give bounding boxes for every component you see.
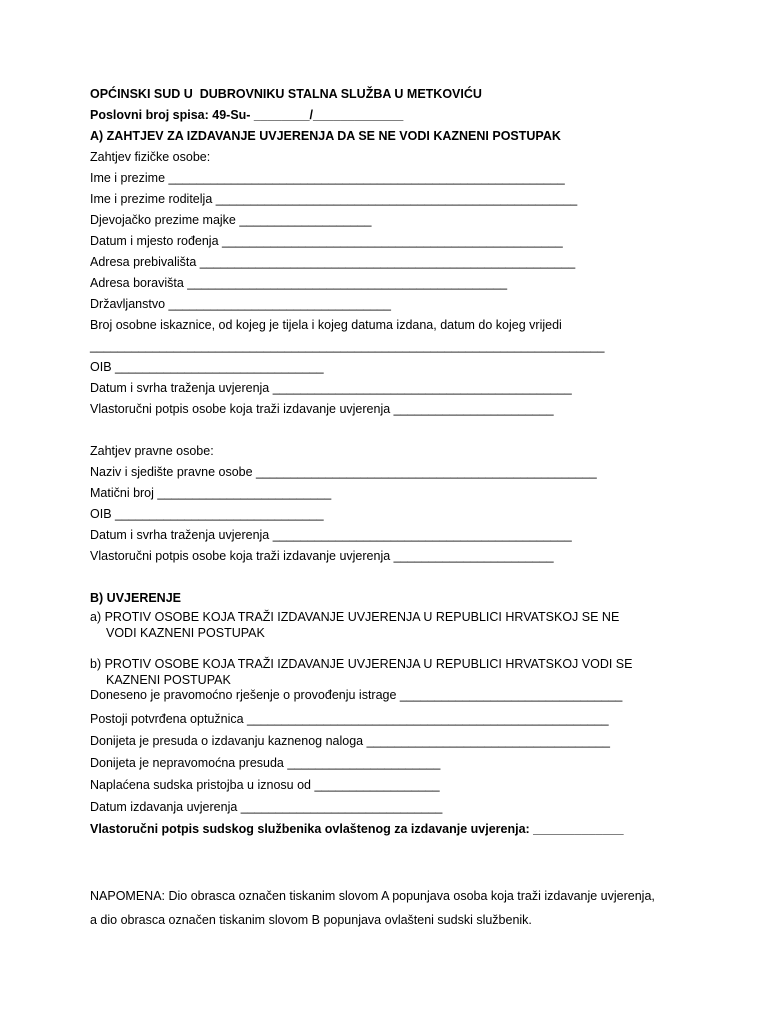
legal-person-heading: Zahtjev pravne osobe: (90, 444, 214, 458)
section-a-title: A) ZAHTJEV ZA IZDAVANJE UVJERENJA DA SE NE VODI KAZNENI POSTUPAK (90, 129, 561, 143)
section-b-title: B) UVJERENJE (90, 591, 181, 605)
option-b-line1: b) PROTIV OSOBE KOJA TRAŽI IZDAVANJE UVJERENJA U REPUBLICI HRVATSKOJ VODI SE (90, 657, 633, 671)
field-legal-oib: OIB ______________________________ (90, 507, 324, 521)
option-a-line1: a) PROTIV OSOBE KOJA TRAŽI IZDAVANJE UVJERENJA U REPUBLICI HRVATSKOJ SE NE (90, 610, 620, 624)
option-b (90, 656, 730, 688)
field-indictment: Postoji potvrđena optužnica ____________________________________________________ (90, 712, 609, 726)
case-number: Poslovni broj spisa: 49-Su- ________/_____________ (90, 108, 404, 122)
field-permanent-address: Adresa prebivališta ______________________________________________________ (90, 255, 576, 269)
field-nonfinal-verdict: Donijeta je nepravomoćna presuda ______________________ (90, 756, 441, 770)
field-registration-number: Matični broj _________________________ (90, 486, 332, 500)
form-document (90, 84, 730, 932)
note-line2: a dio obrasca označen tiskanim slovom B popunjava ovlašteni sudski službenik. (90, 913, 532, 927)
note-line1: NAPOMENA: Dio obrasca označen tiskanim slovom A popunjava osoba koja traži izdavanje uvjerenja, (90, 889, 655, 903)
option-a (90, 609, 730, 641)
field-id-card: Broj osobne iskaznice, od kojeg je tijela i kojeg datuma izdana, datum do kojeg vrijedi (90, 318, 562, 332)
field-legal-date-purpose: Datum i svrha traženja uvjerenja ___________________________________________ (90, 528, 572, 542)
field-date-purpose: Datum i svrha traženja uvjerenja ___________________________________________ (90, 381, 572, 395)
field-name: Ime i prezime _________________________________________________________ (90, 171, 565, 185)
natural-person-heading: Zahtjev fizičke osobe: (90, 150, 211, 164)
option-b-line2: KAZNENI POSTUPAK (106, 673, 231, 687)
field-residence-address: Adresa boravišta ______________________________________________ (90, 276, 508, 290)
field-citizenship: Državljanstvo ________________________________ (90, 297, 391, 311)
field-penalty-order: Donijeta je presuda o izdavanju kaznenog naloga ___________________________________ (90, 734, 610, 748)
field-legal-name-seat: Naziv i sjedište pravne osobe _________________________________________________ (90, 465, 597, 479)
field-birth-date-place: Datum i mjesto rođenja _________________________________________________ (90, 234, 563, 248)
field-legal-signature: Vlastoručni potpis osobe koja traži izdavanje uvjerenja _______________________ (90, 549, 554, 563)
field-mother-maiden-name: Djevojačko prezime majke ___________________ (90, 213, 372, 227)
clerk-signature: Vlastoručni potpis sudskog službenika ovlaštenog za izdavanje uvjerenja: _____________ (90, 822, 624, 836)
field-parent-name: Ime i prezime roditelja ____________________________________________________ (90, 192, 578, 206)
field-id-card-line: __________________________________________________________________________ (90, 339, 605, 353)
field-investigation: Doneseno je pravomoćno rješenje o provođenju istrage ________________________________ (90, 688, 623, 702)
field-oib: OIB ______________________________ (90, 360, 324, 374)
option-a-line2: VODI KAZNENI POSTUPAK (106, 626, 265, 640)
court-title: OPĆINSKI SUD U DUBROVNIKU STALNA SLUŽBA U METKOVIĆU (90, 87, 482, 101)
field-signature: Vlastoručni potpis osobe koja traži izdavanje uvjerenja _______________________ (90, 402, 554, 416)
field-issue-date: Datum izdavanja uvjerenja _____________________________ (90, 800, 443, 814)
field-court-fee: Naplaćena sudska pristojba u iznosu od __________________ (90, 778, 440, 792)
